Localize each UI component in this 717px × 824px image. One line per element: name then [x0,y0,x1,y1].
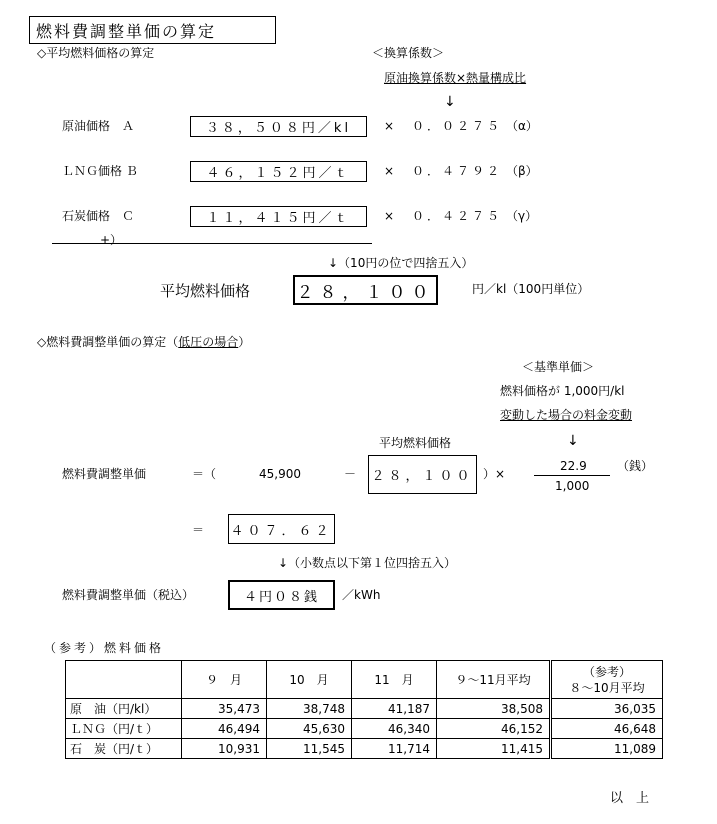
table-cell: 46,340 [352,719,437,739]
sym-alpha: （α） [506,119,538,133]
avg-fuel-unit: 円／kl（100円単位） [472,282,590,296]
base-value: 45,900 [259,467,301,481]
price-box-lng [190,161,367,182]
avg-fuel-box-formula [368,455,477,494]
price-value-coal: １１，４１５円／ｔ [206,211,351,226]
table-cell: 38,508 [437,699,551,719]
row-label: 原 油（円/kl） [66,699,182,719]
table-cell: 35,473 [182,699,267,719]
table-header-cell: 11 月 [352,661,437,699]
table-header-row [66,661,663,699]
price-box-coal [190,206,367,227]
table-header-cell: ９～11月平均 [437,661,551,699]
taxed-box [228,580,335,610]
fraction-denominator: 1,000 [555,479,590,493]
section2-heading-suffix: ） [238,335,251,349]
page-title-text: 燃料費調整単価の算定 [36,21,217,41]
table-header-cell-ref [551,661,663,699]
section2-heading [37,336,250,348]
times-sign: × [384,209,395,223]
price-value-crude: ３８，５０８円／kl [205,121,352,136]
section1-heading: ◇平均燃料価格の算定 [37,46,155,60]
row-label: ＬＮＧ（円/ｔ） [66,719,182,739]
table-cell: 36,035 [551,699,663,719]
rounding-note-decimal: ↓（小数点以下第１位四捨五入） [278,556,457,570]
ref-header-line1: （参考） [582,664,631,679]
avg-fuel-label: 平均燃料価格 [160,282,251,300]
table-cell: 45,630 [267,719,352,739]
result-equals: ＝ [192,523,205,537]
taxed-value: ４円０８銭 [243,589,319,605]
taxed-label: 燃料費調整単価（税込） [62,588,195,602]
row-label-crude: 原油価格 Ａ [62,119,135,133]
table-cell: 46,152 [437,719,551,739]
section2-heading-underlined: 低圧の場合 [178,335,239,349]
base-price-header: ＜基準単価＞ [522,360,595,374]
table-cell: 11,545 [267,739,352,759]
base-price-line2: 変動した場合の料金変動 [500,408,633,422]
conversion-arrow: ↓ [444,94,456,110]
minus-sign: － [344,467,357,481]
conversion-subheader: 原油換算係数×熱量構成比 [384,71,527,85]
avg-fuel-value: ２８，１００ [296,282,435,303]
avg-fuel-small-label: 平均燃料価格 [379,436,452,450]
rounding-note-10yen: ↓（10円の位で四捨五入） [328,256,474,270]
page-title [29,16,276,44]
table-header-cell [66,661,182,699]
table-cell: 38,748 [267,699,352,719]
table-row [66,719,663,739]
table-row [66,739,663,759]
row-label-coal: 石炭価格 Ｃ [62,209,135,223]
coef-coal: ０．４２７５ [412,209,503,223]
fraction-bar [534,475,610,476]
close-times: ）× [483,467,506,481]
reference-table [65,660,663,759]
table-header-cell: ９ 月 [182,661,267,699]
price-box-crude [190,116,367,137]
table-cell: 46,494 [182,719,267,739]
conversion-header: ＜換算係数＞ [372,46,445,60]
table-cell: 11,089 [551,739,663,759]
avg-fuel-box [293,275,438,305]
ref-header-line2: ８～10月平均 [569,680,645,695]
formula-equals-open: ＝（ [192,467,217,481]
sym-gamma: （γ） [506,209,538,223]
price-value-lng: ４６，１５２円／ｔ [206,166,351,181]
avg-fuel-value-formula: ２８，１００ [371,469,474,484]
times-sign: × [384,119,395,133]
formula-label: 燃料費調整単価 [62,467,147,481]
result-box [228,514,335,544]
table-cell: 46,648 [551,719,663,739]
base-price-arrow: ↓ [567,433,579,449]
reference-title: （参考）燃料価格 [44,641,165,655]
table-cell: 11,714 [352,739,437,759]
row-label-lng: ＬＮＧ価格 Ｂ [62,164,138,178]
table-cell: 41,187 [352,699,437,719]
table-cell: 10,931 [182,739,267,759]
table-cell: 11,415 [437,739,551,759]
table-header-cell: 10 月 [267,661,352,699]
result-value: ４０７．６２ [230,523,333,539]
fraction-numerator: 22.9 [560,459,587,473]
base-price-line1: 燃料価格が 1,000円/kl [500,384,625,398]
plus-sign: +） [100,233,123,247]
taxed-unit: ／kWh [342,588,381,602]
table-row [66,699,663,719]
sen-unit: （銭） [617,459,654,473]
section2-heading-prefix: ◇燃料費調整単価の算定（ [37,335,179,349]
times-sign: × [384,164,395,178]
coef-lng: ０．４７９２ [412,164,503,178]
row-label: 石 炭（円/ｔ） [66,739,182,759]
footer-end: 以 上 [610,791,650,806]
sym-beta: （β） [506,164,538,178]
coef-crude: ０．０２７５ [412,119,503,133]
